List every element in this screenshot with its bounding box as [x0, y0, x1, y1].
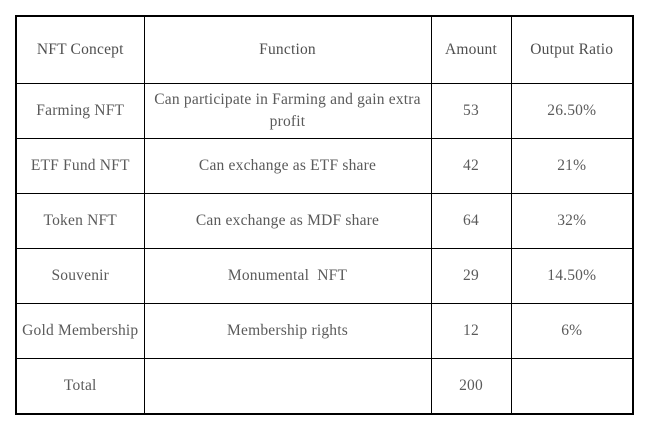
- table-row-gold-membership: [16, 304, 633, 359]
- amount-cell: 42: [431, 139, 511, 194]
- ratio-cell: 21%: [511, 139, 633, 194]
- header-row: [16, 16, 633, 84]
- table-row-token-nft: [16, 194, 633, 249]
- table-row-souvenir: [16, 249, 633, 304]
- function-cell: [144, 359, 431, 414]
- function-cell: Monumental NFT: [144, 249, 431, 304]
- nft-allocation-table: [15, 15, 634, 415]
- amount-cell: 12: [431, 304, 511, 359]
- concept-cell: ETF Fund NFT: [16, 139, 144, 194]
- ratio-cell: 14.50%: [511, 249, 633, 304]
- nft-allocation-table-container: [15, 15, 634, 415]
- ratio-cell: [511, 359, 633, 414]
- ratio-cell: 26.50%: [511, 84, 633, 139]
- table-row-total: [16, 359, 633, 414]
- concept-cell: Souvenir: [16, 249, 144, 304]
- concept-cell: Total: [16, 359, 144, 414]
- header-cell-function: Function: [144, 16, 431, 84]
- function-cell: Can exchange as MDF share: [144, 194, 431, 249]
- header-cell-nft-concept: NFT Concept: [16, 16, 144, 84]
- function-cell: Can participate in Farming and gain extra profit: [144, 84, 431, 139]
- function-cell: Membership rights: [144, 304, 431, 359]
- table-row-farming-nft: [16, 84, 633, 139]
- function-cell: Can exchange as ETF share: [144, 139, 431, 194]
- header-cell-amount: Amount: [431, 16, 511, 84]
- concept-cell: Gold Membership: [16, 304, 144, 359]
- header-cell-output-ratio: Output Ratio: [511, 16, 633, 84]
- ratio-cell: 6%: [511, 304, 633, 359]
- amount-cell: 53: [431, 84, 511, 139]
- amount-cell: 64: [431, 194, 511, 249]
- ratio-cell: 32%: [511, 194, 633, 249]
- table-row-etf-fund-nft: [16, 139, 633, 194]
- amount-cell: 200: [431, 359, 511, 414]
- concept-cell: Token NFT: [16, 194, 144, 249]
- amount-cell: 29: [431, 249, 511, 304]
- concept-cell: Farming NFT: [16, 84, 144, 139]
